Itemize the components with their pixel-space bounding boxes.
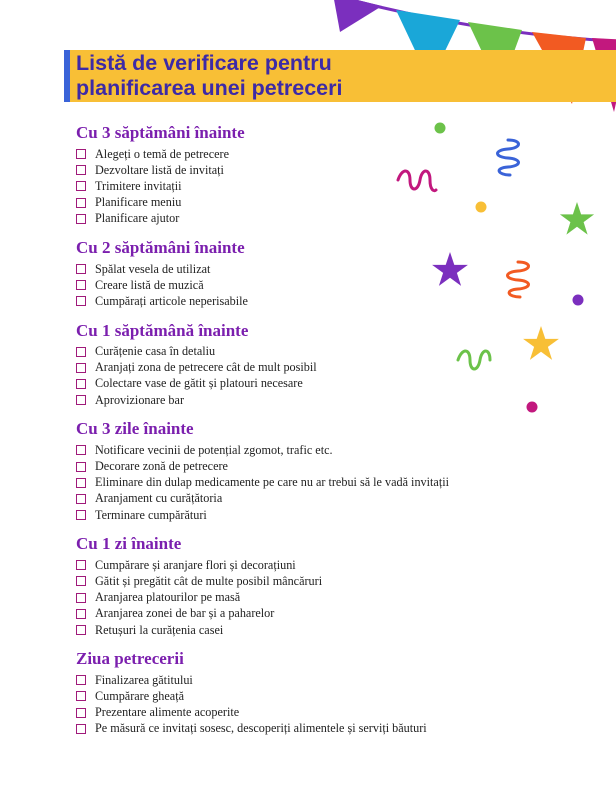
checklist-item-text: Cumpărare și aranjare flori și decorațiuni xyxy=(95,557,296,572)
checklist-item xyxy=(76,590,596,606)
section-heading: Cu 3 zile înainte xyxy=(76,419,194,439)
checklist-item-text: Cumpărare gheață xyxy=(95,688,184,703)
page-title-line: Listă de verificare pentru xyxy=(76,51,332,75)
checklist-item xyxy=(76,705,596,721)
checklist-item xyxy=(76,557,596,573)
checkbox-icon[interactable] xyxy=(76,560,86,570)
checklist-section xyxy=(76,419,596,523)
checklist-item-text: Eliminare din dulap medicamente pe care nu ar trebui să le vadă invitații xyxy=(95,475,449,490)
checklist-items xyxy=(76,672,596,737)
checkbox-icon[interactable] xyxy=(76,675,86,685)
checkbox-icon[interactable] xyxy=(76,379,86,389)
checkbox-icon[interactable] xyxy=(76,593,86,603)
checklist xyxy=(76,123,596,737)
checkbox-icon[interactable] xyxy=(76,149,86,159)
checklist-section xyxy=(76,534,596,638)
checklist-item-text: Cumpărați articole neperisabile xyxy=(95,293,248,308)
checklist-section xyxy=(76,238,596,310)
checklist-item-text: Notificare vecinii de potențial zgomot, trafic etc. xyxy=(95,442,333,457)
checklist-item xyxy=(76,178,596,194)
checklist-item-text: Aranjament cu curățătoria xyxy=(95,491,223,506)
checkbox-icon[interactable] xyxy=(76,181,86,191)
checklist-item xyxy=(76,261,596,277)
checklist-item-text: Alegeți o temă de petrecere xyxy=(95,146,229,161)
checklist-items xyxy=(76,442,596,523)
checklist-item xyxy=(76,507,596,523)
checklist-item-text: Terminare cumpărături xyxy=(95,507,207,522)
checklist-item-text: Prezentare alimente acoperite xyxy=(95,705,240,720)
page-title-line: planificarea unei petreceri xyxy=(76,76,343,100)
checklist-item xyxy=(76,376,596,392)
checklist-item-text: Aranjarea platourilor pe masă xyxy=(95,590,241,605)
checklist-item-text: Planificare ajutor xyxy=(95,211,180,226)
section-heading: Ziua petrecerii xyxy=(76,649,184,669)
section-heading: Cu 2 săptămâni înainte xyxy=(76,237,245,257)
checkbox-icon[interactable] xyxy=(76,296,86,306)
checkbox-icon[interactable] xyxy=(76,445,86,455)
title-banner xyxy=(64,50,616,102)
checklist-item xyxy=(76,458,596,474)
checklist-section xyxy=(76,649,596,737)
checkbox-icon[interactable] xyxy=(76,724,86,734)
checkbox-icon[interactable] xyxy=(76,280,86,290)
checklist-item-text: Gătit și pregătit cât de multe posibil mâncăruri xyxy=(95,573,323,588)
checklist-item-text: Aranjați zona de petrecere cât de mult posibil xyxy=(95,360,317,375)
checklist-item xyxy=(76,442,596,458)
checkbox-icon[interactable] xyxy=(76,395,86,405)
checkbox-icon[interactable] xyxy=(76,510,86,520)
checklist-section xyxy=(76,123,596,227)
checklist-item-text: Colectare vase de gătit și platouri necesare xyxy=(95,376,303,391)
checklist-items xyxy=(76,261,596,310)
bunting-flag-purple xyxy=(333,0,382,32)
checklist-item xyxy=(76,688,596,704)
checklist-item-text: Decorare zonă de petrecere xyxy=(95,459,228,474)
checkbox-icon[interactable] xyxy=(76,494,86,504)
checkbox-icon[interactable] xyxy=(76,264,86,274)
checklist-item xyxy=(76,344,596,360)
checklist-item-text: Creare listă de muzică xyxy=(95,277,204,292)
checklist-item xyxy=(76,491,596,507)
checklist-items xyxy=(76,557,596,638)
checklist-item xyxy=(76,211,596,227)
checklist-item-text: Aprovizionare bar xyxy=(95,392,184,407)
checkbox-icon[interactable] xyxy=(76,691,86,701)
page-title xyxy=(76,51,342,101)
checklist-item xyxy=(76,293,596,309)
checklist-item xyxy=(76,475,596,491)
checklist-item-text: Retușuri la curățenia casei xyxy=(95,622,224,637)
checkbox-icon[interactable] xyxy=(76,347,86,357)
checklist-item xyxy=(76,606,596,622)
checklist-item-text: Finalizarea gătitului xyxy=(95,672,193,687)
checklist-item xyxy=(76,392,596,408)
checkbox-icon[interactable] xyxy=(76,198,86,208)
checklist-item-text: Spălat vesela de utilizat xyxy=(95,261,211,276)
checklist-item xyxy=(76,573,596,589)
checklist-item-text: Aranjarea zonei de bar și a paharelor xyxy=(95,606,275,621)
checklist-item-text: Trimitere invitații xyxy=(95,178,182,193)
section-heading: Cu 3 săptămâni înainte xyxy=(76,123,245,142)
section-heading: Cu 1 săptămână înainte xyxy=(76,320,249,340)
checkbox-icon[interactable] xyxy=(76,363,86,373)
checklist-item xyxy=(76,195,596,211)
checklist-items xyxy=(76,146,596,227)
checklist-item xyxy=(76,277,596,293)
checklist-item xyxy=(76,146,596,162)
checkbox-icon[interactable] xyxy=(76,708,86,718)
checklist-item xyxy=(76,622,596,638)
checklist-item xyxy=(76,721,596,737)
checklist-item-text: Pe măsură ce invitați sosesc, descoperiți alimentele și serviți băuturi xyxy=(95,721,427,736)
checkbox-icon[interactable] xyxy=(76,576,86,586)
checkbox-icon[interactable] xyxy=(76,214,86,224)
checkbox-icon[interactable] xyxy=(76,478,86,488)
checklist-item xyxy=(76,360,596,376)
checkbox-icon[interactable] xyxy=(76,609,86,619)
checklist-item-text: Dezvoltare listă de invitați xyxy=(95,162,224,177)
checklist-items xyxy=(76,344,596,409)
checkbox-icon[interactable] xyxy=(76,625,86,635)
checklist-item xyxy=(76,162,596,178)
checklist-section xyxy=(76,321,596,409)
checklist-item-text: Planificare meniu xyxy=(95,195,182,210)
checklist-item-text: Curățenie casa în detaliu xyxy=(95,344,216,359)
checkbox-icon[interactable] xyxy=(76,165,86,175)
checkbox-icon[interactable] xyxy=(76,462,86,472)
checklist-item xyxy=(76,672,596,688)
section-heading: Cu 1 zi înainte xyxy=(76,534,182,554)
